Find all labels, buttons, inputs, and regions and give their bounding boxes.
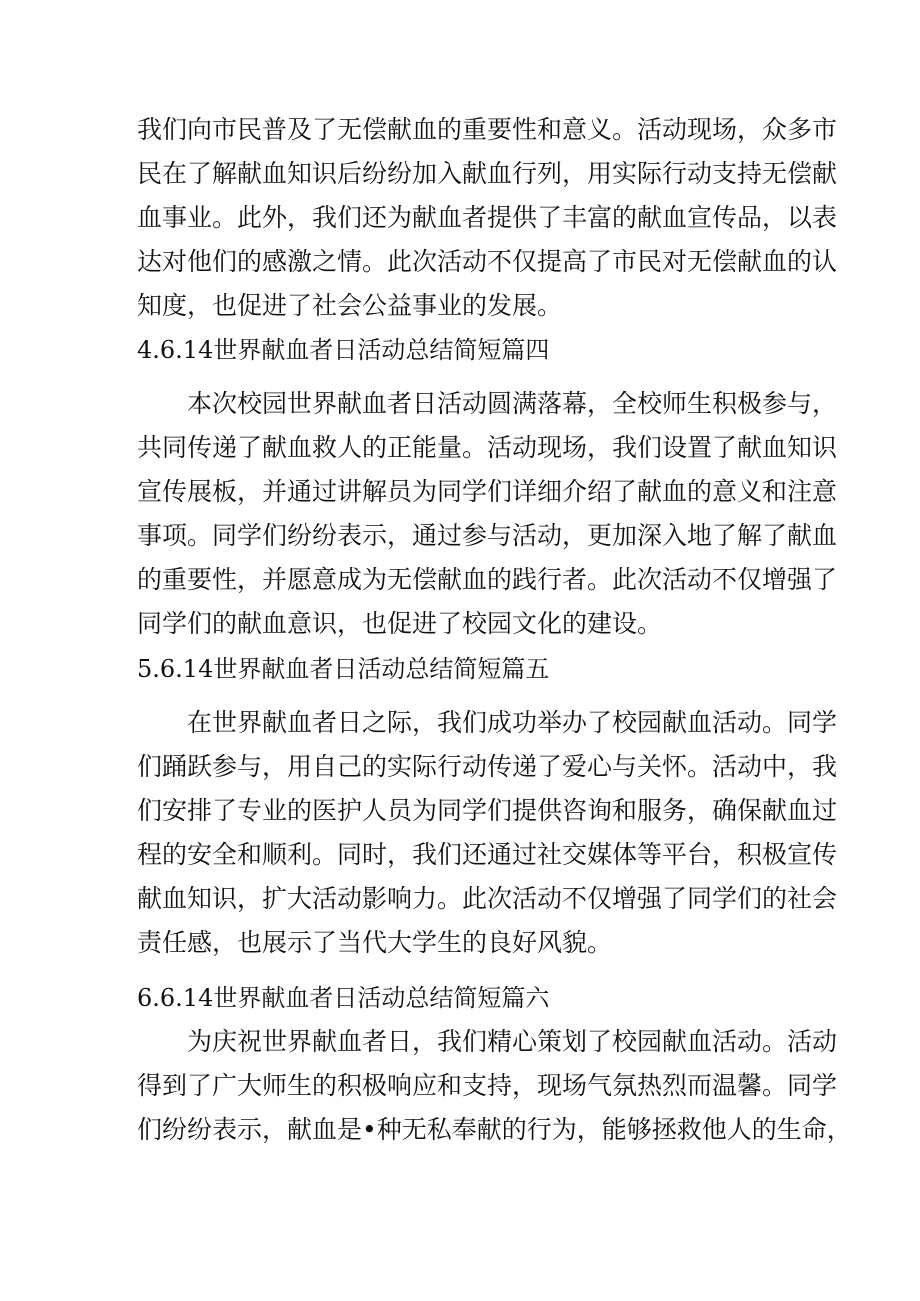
paragraph-line: 们纷纷表示，献血是•种无私奉献的行为，能够拯救他人的生命， — [137, 1115, 852, 1144]
paragraph-line: 本次校园世界献血者日活动圆满落幕，全校师生积极参与， — [187, 389, 838, 418]
paragraph-line: 的重要性，并愿意成为无偿献血的践行者。此次活动不仅增强了 — [137, 565, 838, 594]
paragraph-line: 们安排了专业的医护人员为同学们提供咨询和服务，确保献血过 — [137, 796, 838, 825]
paragraph-line: 血事业。此外，我们还为献血者提供了丰富的献血宣传品，以表 — [137, 203, 838, 232]
paragraph-line: 共同传递了献血救人的正能量。活动现场，我们设置了献血知识 — [137, 433, 838, 462]
paragraph-line: 为庆祝世界献血者日，我们精心策划了校园献血活动。活动 — [187, 1027, 838, 1056]
paragraph-line: 同学们的献血意识，也促进了校园文化的建设。 — [137, 609, 663, 638]
paragraph-line: 我们向市民普及了无偿献血的重要性和意义。活动现场，众多市 — [137, 115, 838, 144]
paragraph-line: 责任感，也展示了当代大学生的良好风貌。 — [137, 928, 613, 957]
paragraph-line: 事项。同学们纷纷表示，通过参与活动，更加深入地了解了献血 — [137, 521, 838, 550]
section-heading: 6.6.14世界献血者日活动总结简短篇六 — [137, 984, 550, 1012]
paragraph-line: 达对他们的感激之情。此次活动不仅提高了市民对无偿献血的认 — [137, 247, 838, 276]
paragraph-line: 在世界献血者日之际，我们成功举办了校园献血活动。同学 — [187, 708, 838, 737]
paragraph-line: 宣传展板，并通过讲解员为同学们详细介绍了献血的意义和注意 — [137, 477, 838, 506]
paragraph-line: 程的安全和顺利。同时，我们还通过社交媒体等平台，积极宣传 — [137, 840, 838, 869]
section-heading: 4.6.14世界献血者日活动总结简短篇四 — [137, 336, 550, 364]
paragraph-line: 民在了解献血知识后纷纷加入献血行列，用实际行动支持无偿献 — [137, 159, 838, 188]
paragraph-line: 们踊跃参与，用自己的实际行动传递了爱心与关怀。活动中，我 — [137, 752, 838, 781]
paragraph-line: 献血知识，扩大活动影响力。此次活动不仅增强了同学们的社会 — [137, 884, 838, 913]
section-heading: 5.6.14世界献血者日活动总结简短篇五 — [137, 655, 550, 683]
paragraph-line: 知度，也促进了社会公益事业的发展。 — [137, 291, 563, 320]
paragraph-line: 得到了广大师生的积极响应和支持，现场气氛热烈而温馨。同学 — [137, 1071, 838, 1100]
